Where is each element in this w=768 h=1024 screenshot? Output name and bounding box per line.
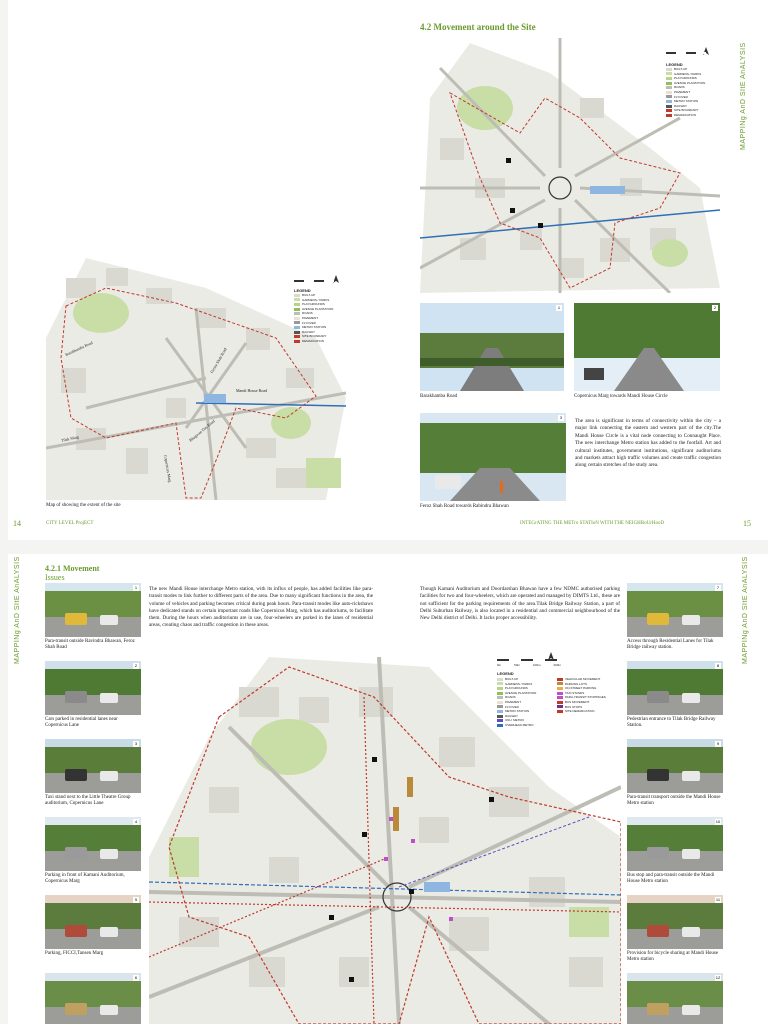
side-label: MAPPINg AnD SItE AnALYSIS <box>740 42 747 150</box>
photo-caption: Barakhamba Road <box>420 394 458 399</box>
photo <box>45 817 141 871</box>
photo-number: 2 <box>134 663 138 668</box>
site-extent-map <box>46 248 356 500</box>
legend-label: FLYOVER <box>302 320 316 325</box>
legend-swatch <box>497 692 503 695</box>
legend-swatch <box>294 298 300 301</box>
page-number-left: 14 <box>13 519 21 528</box>
legend-swatch <box>666 68 672 71</box>
legend-swatch <box>294 308 300 311</box>
legend-swatch <box>497 705 503 708</box>
legend-title: LEGEND <box>666 62 683 67</box>
scale-label: 50m <box>514 663 520 667</box>
photo-caption: Parking in front of Kamani Auditorium, Copernicus Marg <box>45 873 125 885</box>
photo-number: 10 <box>715 819 721 824</box>
legend-swatch <box>497 724 503 727</box>
legend-label: ON-STREET PARKING <box>565 686 597 691</box>
footer-right: INTEGrATING THE METro STATIoN WITH THE NEIGHBoUrHooD <box>520 521 665 526</box>
legend-swatch <box>666 72 672 75</box>
legend-list <box>666 67 720 118</box>
photo-caption: Parking, FICCI,Tansen Marg <box>45 951 104 956</box>
legend-swatch <box>294 312 300 315</box>
legend-label: SITE BOUNDARY <box>674 108 699 113</box>
photo-number: 12 <box>715 975 721 980</box>
photo-caption: Taxi stand next to the Little Theatre Group auditorium, Copernicus Lane <box>45 795 131 807</box>
scale-label: 0m <box>497 663 502 667</box>
photo <box>45 661 141 715</box>
legend-label: SITE DEMARCATION <box>565 709 595 714</box>
legend-label: METRO STATION <box>302 325 327 330</box>
footer-left: CITY LEVEL ProjECT <box>46 521 94 526</box>
legend-swatch <box>557 687 563 690</box>
photo-caption: Para-transit outside Ravindra Bhawan, Feroz Shah Road <box>45 639 135 651</box>
photo <box>45 895 141 949</box>
photo-caption: Feroz Shah Road towards Rabindra Bhawan <box>420 504 509 509</box>
legend-swatch <box>557 701 563 704</box>
movement-legend <box>666 42 720 118</box>
legend-label: FLYOVER <box>505 704 519 709</box>
section-title: 4.2 Movement around the Site <box>420 22 536 32</box>
scale-bar <box>666 50 706 56</box>
legend-swatch <box>557 696 563 699</box>
section-title: 4.2.1 Movement <box>45 564 100 573</box>
photo <box>627 661 723 715</box>
legend-label: OVERHEAD METRO <box>505 722 534 727</box>
legend-label: GARDENS / PARKS <box>674 71 702 76</box>
legend-swatch <box>557 710 563 713</box>
legend-label: SITE BOUNDARY <box>302 334 327 339</box>
legend-label: GARDENS / PARKS <box>302 297 330 302</box>
photo-feroz-shah <box>420 413 566 501</box>
photo-number: 9 <box>716 741 720 746</box>
legend-item <box>666 113 720 118</box>
body-text: The area is significant in terms of connectivity within the city – a major link connecting the eastern and western part of the city.The Mandi House Circle is a vital node connecting to Connaught Place. The new interchange Metro station has added to the footfall. Art and cultural institutes, government institutions, significant auditoriums and markets attract high traffic volumes and create traffic congestion along certain stretches of the study area. <box>575 418 721 469</box>
photo-copernicus <box>574 303 720 391</box>
legend-swatch <box>294 321 300 324</box>
photo-number: 1 <box>557 305 561 310</box>
map-label-copernicus: Copernicus Marg <box>163 454 173 483</box>
photo-number: 5 <box>134 897 138 902</box>
paragraph-left: The new Mandi House interchange Metro station, with its influx of people, has added facilities like para-transit modes to link further to different parts of the area. Due to many significant functions in the area, the volume of vehicles and parking becomes critical during peak hours. Para-transit modes like auto-rickshaws have dedicated stands on certain important roads like Copernicus Marg, which has auditoriums, to facilitate them. During the hours when auditoriums are in use, four-wheelers are parked in the lanes of residential areas, creating chaos and traffic congestion in these areas. <box>149 586 373 629</box>
legend-swatch <box>557 678 563 681</box>
legend-swatch <box>666 105 672 108</box>
legend-swatch <box>497 715 503 718</box>
legend-label: PARA-TRANSIT STOPPAGES <box>565 695 606 700</box>
photo-number: 11 <box>715 897 721 902</box>
legend-label: DEMARCATION <box>674 112 696 117</box>
photo-number: 3 <box>559 415 563 420</box>
photo <box>45 739 141 793</box>
legend-swatch <box>497 696 503 699</box>
photo-number: 3 <box>134 741 138 746</box>
legend-label: BUILT-UP <box>505 677 519 681</box>
legend-label: ROADS <box>302 311 313 316</box>
legend-list <box>294 293 354 344</box>
legend-label: AVENUE PLANTATION <box>674 80 706 85</box>
map-label-bhagwan: Bhagwan Das Road <box>188 418 216 443</box>
legend-swatch <box>294 331 300 334</box>
scale-labels <box>497 663 561 667</box>
map-legend <box>294 270 354 344</box>
legend-label: BUS STOPS <box>565 704 583 709</box>
photo-number: 1 <box>134 585 138 590</box>
legend-swatch <box>666 109 672 112</box>
legend-label: RAILWAY <box>505 713 518 718</box>
legend-swatch <box>666 95 672 98</box>
legend-label: VEHICULAR MOVEMENT <box>565 677 601 681</box>
legend-label: PLAYGROUNDS <box>505 686 528 691</box>
legend-label: PLAYGROUNDS <box>302 302 325 307</box>
legend-label: TAXI STANDS <box>565 690 585 695</box>
legend-label: PLAYGROUNDS <box>674 76 697 81</box>
legend-swatch <box>294 317 300 320</box>
photo-caption: Access through Residential Lanes for Tilak Bridge railway station. <box>627 639 714 651</box>
movement-issues-map-graphic <box>149 657 621 1024</box>
legend-label: DEMARCATION <box>302 338 324 343</box>
legend-title: LEGEND <box>294 288 311 293</box>
legend-swatch <box>294 294 300 297</box>
page-number-right: 15 <box>743 519 751 528</box>
photo-number: 2 <box>713 305 717 310</box>
legend-label: RAILWAY <box>674 103 687 108</box>
legend-label: AVENUE PLANTATION <box>505 690 537 695</box>
legend-swatch <box>294 303 300 306</box>
photo <box>627 739 723 793</box>
photo <box>45 973 141 1024</box>
page-14 <box>8 0 384 540</box>
section-title-2: Issues <box>45 573 65 582</box>
legend-label: PAVEMENT <box>505 699 522 704</box>
scale-bar <box>294 278 334 284</box>
legend-label: BUILT-UP <box>674 67 688 71</box>
legend-swatch <box>497 701 503 704</box>
map-label-mandi-road: Mandi House Road <box>236 388 268 393</box>
legend-label: FLYOVER <box>674 94 688 99</box>
legend-swatch <box>294 340 300 343</box>
photo-caption: Pedestrian entrance to Tilak Bridge Railway Station. <box>627 717 716 729</box>
map-caption: Map of showing the extent of the site <box>46 503 121 508</box>
photo <box>627 817 723 871</box>
photo-caption: Provision for bicycle sharing at Mandi House Metro station <box>627 951 719 963</box>
legend-swatch <box>497 719 503 722</box>
legend-label: UNU. METRO <box>505 718 524 723</box>
legend-label: PAVEMENT <box>302 315 319 320</box>
map-label-barakhamba: Barakhamba Road <box>64 339 94 358</box>
legend-swatch <box>666 114 672 117</box>
photo <box>627 583 723 637</box>
photo-number: 6 <box>134 975 138 980</box>
legend-label: ROADS <box>674 85 685 90</box>
legend-swatch <box>666 100 672 103</box>
page-15 <box>384 0 768 540</box>
photo-caption: Para-transit transport outside the Mandi House Metro station <box>627 795 721 807</box>
legend-swatch <box>294 326 300 329</box>
legend-swatch <box>666 86 672 89</box>
north-arrow-icon <box>332 270 340 278</box>
legend-swatch <box>557 682 563 685</box>
legend-title: LEGEND <box>497 671 514 676</box>
photo <box>45 583 141 637</box>
legend-swatch <box>557 705 563 708</box>
legend-label: METRO STATION <box>674 99 699 104</box>
scale-label: 100m <box>532 663 541 667</box>
legend-label: BUILT-UP <box>302 293 316 297</box>
side-label: MAPPINg AnD SItE AnALYSIS <box>742 556 749 664</box>
map-label-tilak: Tilak Marg <box>60 434 80 443</box>
legend-swatch <box>497 678 503 681</box>
legend-item <box>557 709 606 714</box>
legend-label: GARDENS / PARKS <box>505 681 533 686</box>
legend-label: PARKING LOTS <box>565 681 587 686</box>
paragraph-right: Though Kamani Auditorium and Doordarshan Bhawan have a few NDMC authorised parking facilities for two and four-wheelers, which are operated and managed by DIMTS Ltd., these are not sufficient for the parking requirements of the area.Tilak Bridge Railway Station, a part of Delhi Suburban Railway, is also located in a residential and commercial neighbourhood of the New Delhi district of Delhi. It lacks proper accessibility. <box>420 586 620 622</box>
legend-item <box>497 723 536 728</box>
photo <box>627 895 723 949</box>
legend-label: ROADS <box>505 695 516 700</box>
legend-item <box>294 339 354 344</box>
legend-col-2 <box>557 677 606 714</box>
legend-swatch <box>294 335 300 338</box>
photo <box>627 973 723 1024</box>
legend-swatch <box>497 710 503 713</box>
page-movement-issues <box>8 554 768 1024</box>
legend-label: BUS MOVEMENT <box>565 699 590 704</box>
photo-caption: Bus stop and para-transit outside the Mandi House Metro station <box>627 873 715 885</box>
photo-caption: Cars parked in residential lanes near Copernicus Lane <box>45 717 118 729</box>
movement-issues-map <box>149 657 621 1024</box>
movement-map <box>420 38 720 293</box>
photo-number: 4 <box>134 819 138 824</box>
legend-swatch <box>497 682 503 685</box>
photo-caption: Copernicus Marg towards Mandi House Circle <box>574 394 668 399</box>
map-label-feroz: Firoze Shah Road <box>209 346 228 375</box>
legend-swatch <box>666 82 672 85</box>
legend-label: METRO STATION <box>505 709 530 714</box>
legend-swatch <box>666 77 672 80</box>
legend-swatch <box>666 91 672 94</box>
legend-label: RAILWAY <box>302 329 315 334</box>
legend-swatch <box>557 692 563 695</box>
scale-label: 200m <box>553 663 561 667</box>
photo-number: 8 <box>716 663 720 668</box>
legend-label: PAVEMENT <box>674 89 691 94</box>
photo-number: 7 <box>716 585 720 590</box>
legend-col-1 <box>497 677 536 728</box>
legend-swatch <box>497 687 503 690</box>
legend-label: AVENUE PLANTATION <box>302 306 334 311</box>
photo-barakhamba <box>420 303 564 391</box>
side-label: MAPPINg AnD SItE AnALYSIS <box>14 556 21 664</box>
